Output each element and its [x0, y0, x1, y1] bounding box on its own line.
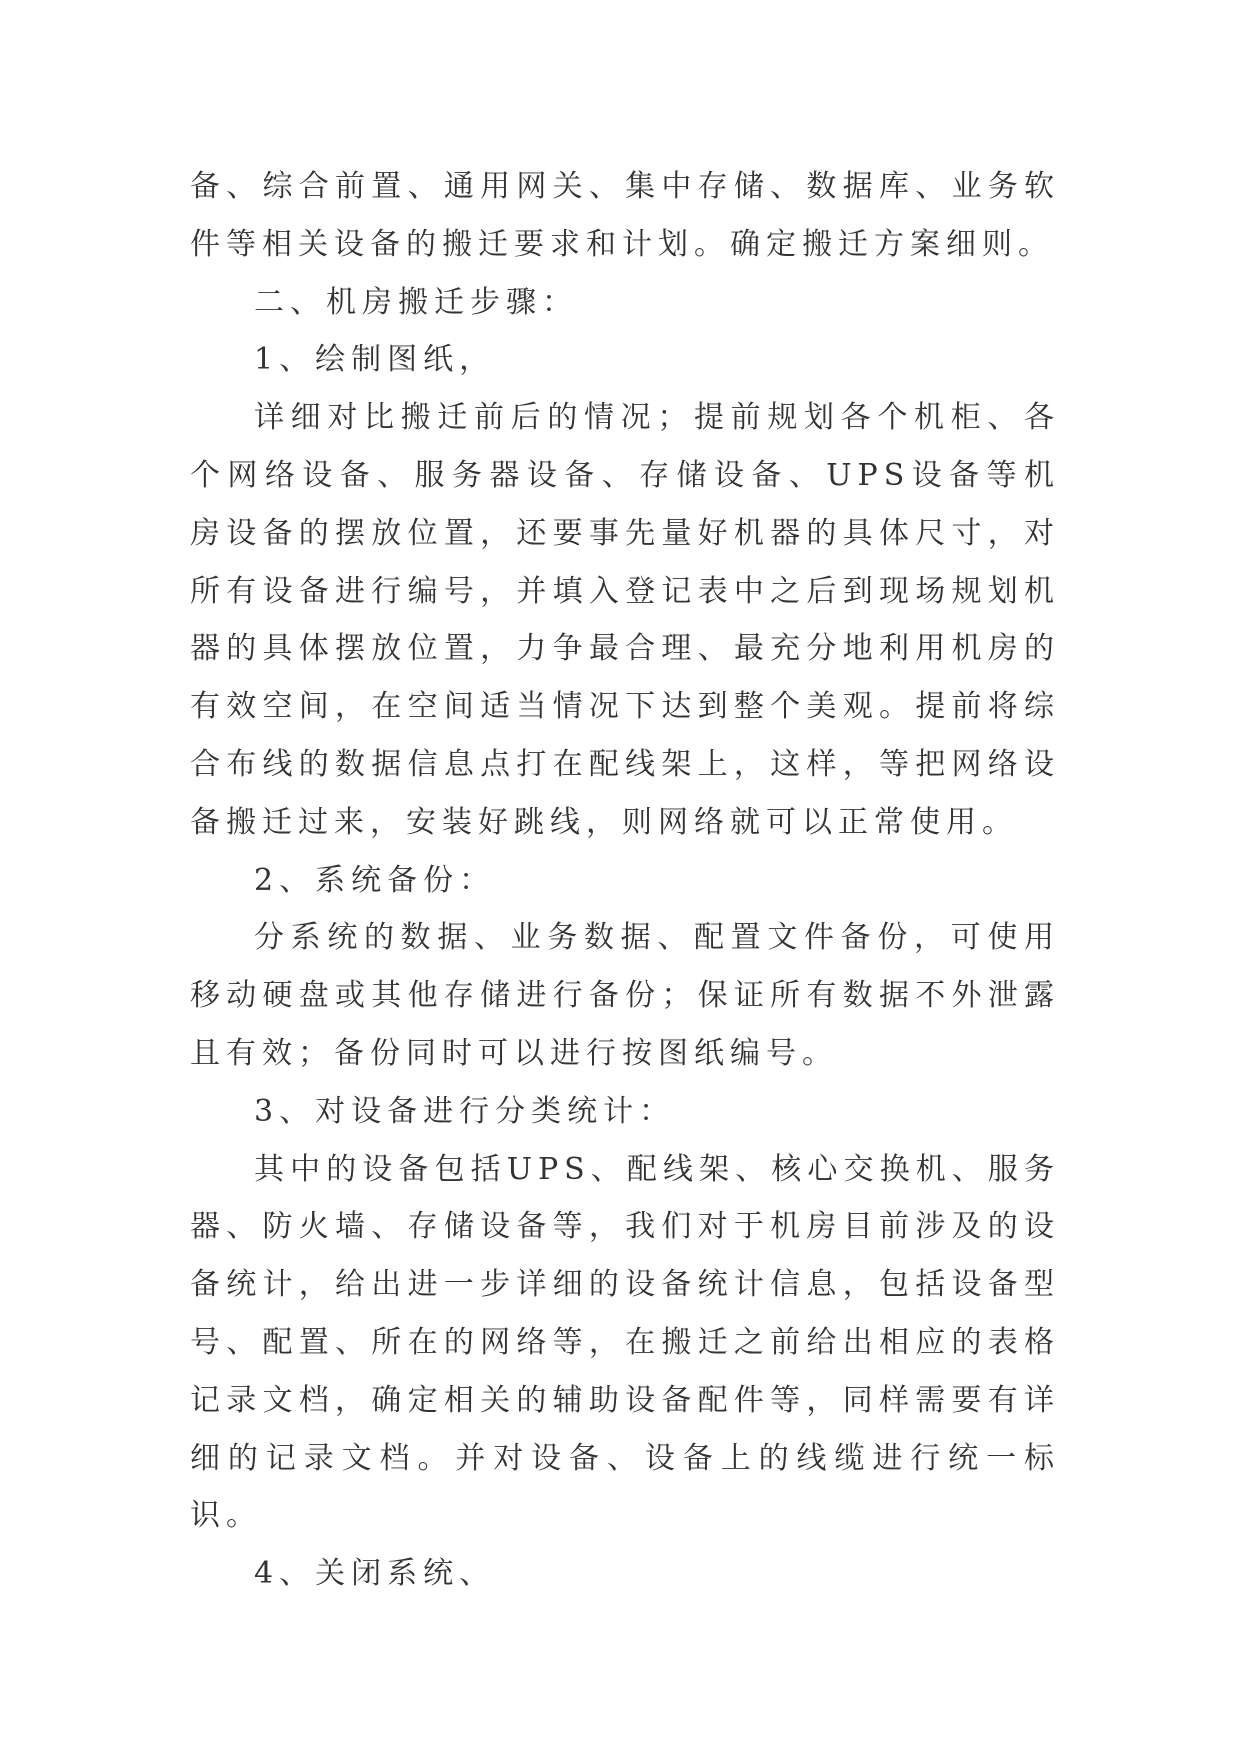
paragraph-backup-details: 分系统的数据、业务数据、配置文件备份，可使用移动硬盘或其他存储进行备份；保证所有数据不外泄露且有效；备份同时可以进行按图纸编号。: [190, 920, 1060, 1071]
paragraph-continuation: 备、综合前置、通用网关、集中存储、数据库、业务软件等相关设备的搬迁要求和计划。确定搬迁方案细则。: [190, 169, 1060, 262]
step-heading-backup: 2、系统备份：: [254, 862, 496, 898]
section-heading-relocation-steps: 二、机房搬迁步骤：: [254, 284, 578, 320]
paragraph-classification-details: 其中的设备包括UPS、配线架、核心交换机、服务器、防火墙、存储设备等，我们对于机房目前涉及的设备统计，给出进一步详细的设备统计信息，包括设备型号、配置、所在的网络等，在搬迁之前给出相应的表格记录文档，确定相关的辅助设备配件等，同样需要有详细的记录文档。并对设备、设备上的线缆进行统一标识。: [190, 1151, 1060, 1534]
step-heading-classification: 3、对设备进行分类统计：: [254, 1093, 676, 1129]
document-body: [190, 158, 1060, 1603]
step-heading-drawing: 1、绘制图纸，: [254, 342, 496, 378]
paragraph-drawing-details: 详细对比搬迁前后的情况；提前规划各个机柜、各个网络设备、服务器设备、存储设备、UPS设备等机房设备的摆放位置，还要事先量好机器的具体尺寸，对所有设备进行编号，并填入登记表中之后到现场规划机器的具体摆放位置，力争最合理、最充分地利用机房的有效空间，在空间适当情况下达到整个美观。提前将综合布线的数据信息点打在配线架上，这样，等把网络设备搬迁过来，安装好跳线，则网络就可以正常使用。: [190, 400, 1060, 840]
step-heading-shutdown: 4、关闭系统、: [254, 1556, 496, 1592]
